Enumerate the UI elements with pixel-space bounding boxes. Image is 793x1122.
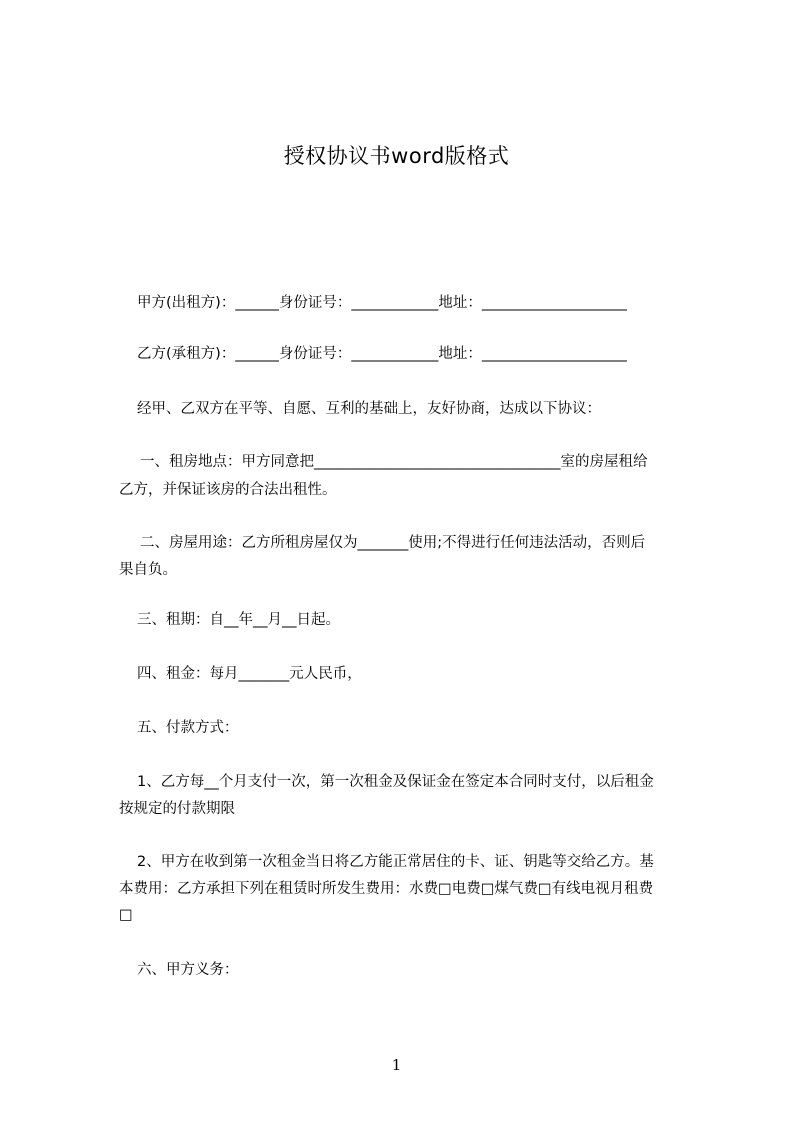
- intro-paragraph: 经甲、乙双方在平等、自愿、互利的基础上，友好协商，达成以下协议：: [137, 401, 601, 417]
- clause-1-line-1: 一、租房地点：甲方同意把__________________________________室的房屋租给: [140, 454, 648, 470]
- party-b-line: 乙方(承租方)：______身份证号：____________地址：____________________: [137, 346, 627, 362]
- document-title: 授权协议书word版格式: [283, 144, 510, 168]
- payment-2-line-1: 2、甲方在收到第一次租金当日将乙方能正常居住的卡、证、钥匙等交给乙方。基: [137, 854, 654, 870]
- page-number: 1: [391, 1056, 402, 1074]
- clause-6: 六、甲方义务：: [137, 962, 239, 978]
- payment-2-line-2: 本费用：乙方承担下列在租赁时所发生费用：水费□电费□煤气费□有线电视月租费: [119, 881, 654, 897]
- clause-4: 四、租金：每月_______元人民币，: [137, 666, 362, 682]
- payment-2-line-3: □: [119, 907, 133, 923]
- clause-1-line-2: 乙方，并保证该房的合法出租性。: [119, 482, 337, 498]
- clause-2-line-2: 果自负。: [119, 562, 177, 578]
- clause-3: 三、租期：自__年__月__日起。: [137, 612, 340, 628]
- payment-1-line-2: 按规定的付款期限: [119, 801, 235, 817]
- clause-5: 五、付款方式：: [137, 720, 239, 736]
- clause-2-line-1: 二、房屋用途：乙方所租房屋仅为_______使用;不得进行任何违法活动，否则后: [140, 535, 646, 551]
- payment-1-line-1: 1、乙方每__个月支付一次，第一次租金及保证金在签定本合同时支付，以后租金: [137, 774, 654, 790]
- party-a-line: 甲方(出租方)：______身份证号：____________地址：____________________: [137, 295, 627, 311]
